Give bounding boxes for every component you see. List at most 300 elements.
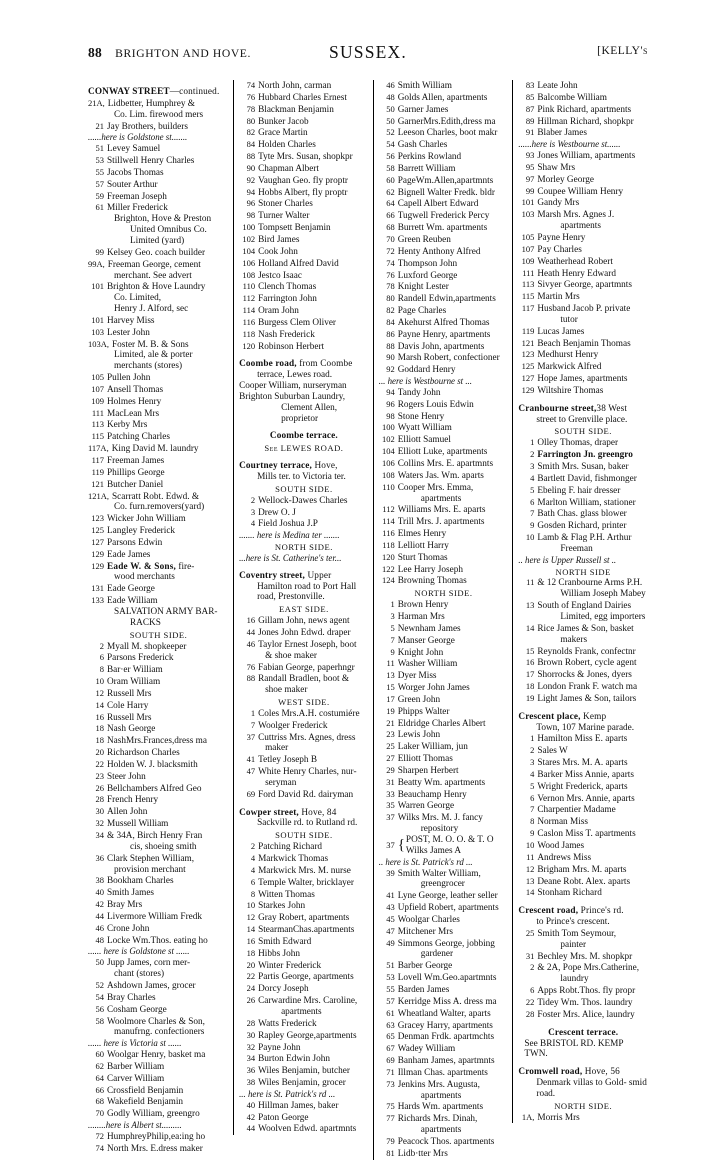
entry-number: 100	[381, 422, 395, 433]
list-item	[518, 174, 648, 186]
entry-name: Grace Martin	[258, 128, 308, 139]
list-item	[379, 694, 509, 706]
list-item	[239, 754, 369, 766]
entry-number: 14	[95, 699, 104, 710]
list-item	[239, 877, 369, 889]
list-item	[88, 372, 229, 384]
entry-number: 46	[95, 922, 104, 933]
list-item	[518, 816, 648, 828]
entry-number: 105	[91, 372, 104, 383]
entry-number: 123	[91, 513, 104, 524]
list-item	[379, 718, 509, 730]
entry-number: 40	[95, 887, 104, 898]
list-item	[239, 151, 369, 163]
list-item	[239, 936, 369, 948]
street-junction-note: ... here is Westbourne st ...	[378, 376, 472, 387]
entry-number: 80	[246, 115, 256, 126]
list-item	[88, 443, 229, 455]
list-item	[239, 198, 369, 210]
entry-name: Beach Benjamin Thomas	[537, 338, 631, 349]
street-heading-desc: —continued.	[169, 87, 220, 97]
entry-name: Bechley Mrs. M. shopkpr	[537, 951, 633, 962]
entry-name: Fabian George, paperhngr	[258, 662, 355, 673]
list-item	[88, 887, 229, 899]
entry-name: Clark Stephen William,	[107, 853, 195, 864]
street-junction-note: ...here is St. Catherine's ter...	[239, 552, 342, 563]
entry-name: Payne John	[258, 1042, 301, 1053]
list-item	[239, 708, 369, 720]
entry-name: Nash Frederick	[258, 329, 315, 340]
entry-name: Perkins Rowland	[397, 152, 462, 163]
list-item	[88, 121, 229, 133]
list-item-continuation: tutor	[560, 314, 578, 325]
list-item	[379, 234, 509, 246]
entry-number: 2	[250, 494, 256, 505]
entry-number: 90	[246, 162, 256, 173]
entry-name: Marsh Mrs. Agnes J.	[537, 210, 615, 221]
list-item	[239, 889, 369, 901]
entry-name: Burgess Clem Oliver	[258, 317, 337, 328]
entry-name: Phipps Walter	[397, 706, 450, 717]
entry-name: Olley Thomas, draper	[537, 438, 619, 449]
entry-name: Wilks Mrs. M. J. fancy	[397, 813, 483, 824]
list-item	[239, 662, 369, 674]
list-item-continuation: Brighton, Hove & Preston	[114, 214, 212, 225]
list-item	[518, 793, 648, 805]
entry-name: Washer William	[397, 659, 458, 670]
entry-number: 65	[386, 1031, 395, 1042]
entry-name: Smith Edward	[258, 936, 312, 947]
entry-number: 64	[95, 1072, 104, 1083]
entry-name: Taylor Ernest Joseph, boot	[258, 639, 357, 650]
entry-number: 101	[91, 314, 104, 325]
list-item	[518, 338, 648, 350]
entry-name: Balcombe William	[537, 92, 607, 103]
entry-number: 17	[525, 669, 535, 680]
entry-number: 77	[386, 1113, 395, 1124]
entry-number: 78	[386, 281, 395, 292]
entry-name: Caslon Miss T. apartments	[537, 829, 636, 840]
list-item	[379, 446, 509, 458]
list-item-continuation: chant (stores)	[114, 969, 165, 980]
entry-number: 28	[95, 794, 104, 805]
entry-number: 61	[95, 202, 104, 213]
list-item	[379, 504, 509, 516]
list-item	[239, 732, 369, 744]
entry-number: 62	[386, 186, 395, 197]
list-item	[379, 458, 509, 470]
list-item	[88, 923, 229, 935]
list-item	[518, 828, 648, 840]
list-item-continuation: greengrocer	[420, 879, 465, 890]
list-item	[88, 992, 229, 1004]
list-item-continuation: Limited, ale & porter	[114, 350, 193, 361]
list-item	[88, 155, 229, 167]
list-item	[379, 104, 509, 116]
list-item	[88, 652, 229, 664]
entry-name: Lamb & Flag P.H. Arthur	[537, 533, 632, 544]
entry-number: 1	[390, 599, 395, 610]
entry-name: Goddard Henry	[397, 365, 456, 376]
entry-number: 101	[521, 197, 535, 208]
list-item	[88, 1143, 229, 1155]
entry-name: Phillips George	[107, 467, 165, 478]
list-item	[379, 1055, 509, 1067]
list-item	[88, 179, 229, 191]
side-heading: NORTH SIDE	[555, 566, 611, 577]
entry-number: 15	[386, 682, 395, 693]
list-item	[379, 1020, 509, 1032]
list-item-continuation: seryman	[265, 777, 297, 788]
entry-number: 4	[250, 853, 256, 863]
entry-name: Upfield Robert, apartments	[397, 903, 499, 914]
entry-number: 121A,	[88, 490, 110, 501]
entry-name: Richards Mrs. Dinah,	[397, 1114, 478, 1125]
entry-name: Ashdown James, grocer	[107, 980, 196, 991]
running-head	[88, 44, 648, 70]
entry-name: White Henry Charles, nur-	[258, 767, 357, 778]
county-name: SUSSEX.	[329, 42, 407, 62]
list-item	[239, 222, 369, 234]
entry-name: Carwardine Mrs. Caroline,	[258, 996, 358, 1007]
list-item	[239, 80, 369, 92]
list-item	[518, 876, 648, 888]
entry-number: 38	[95, 875, 104, 886]
entry-name: Jestco Isaac	[258, 270, 302, 281]
entry-name: & 12 Cranbourne Arms P.H.	[537, 578, 643, 589]
list-item	[379, 1043, 509, 1055]
entry-name: NashMrs.Frances,dress ma	[107, 736, 207, 747]
entry-number: 87	[525, 103, 535, 114]
list-item	[379, 246, 509, 258]
side-heading: SOUTH SIDE.	[275, 830, 333, 841]
entry-name: Rapley George,apartments	[258, 1030, 357, 1041]
list-item	[518, 669, 648, 681]
entry-name: Parsons Edwin	[107, 537, 163, 548]
entry-name: StearmanChas.apartments	[258, 925, 355, 936]
entry-name: Illman Chas. apartments	[397, 1067, 488, 1078]
list-item	[88, 98, 229, 110]
entry-name: Harvey Miss	[107, 315, 155, 326]
entry-name: Witten Thomas	[258, 889, 315, 900]
entry-name: Blackman Benjamin	[258, 104, 334, 115]
entry-name: Livermore William Fredk	[107, 911, 203, 922]
list-item-continuation: Limited, egg importers	[560, 611, 646, 622]
entry-name: Markwick Thomas	[258, 854, 329, 864]
entry-number: 30	[246, 1029, 256, 1040]
entry-name: Robinson Herbert	[258, 341, 325, 352]
entry-name: Cole Harry	[107, 700, 149, 711]
list-item-continuation: apartments	[420, 493, 462, 504]
list-item	[239, 1053, 369, 1065]
entry-name: Lovell Wm.Geo.apartmnts	[397, 973, 497, 984]
cross-reference: See BRISTOL RD. KEMP TWN.	[524, 1038, 624, 1060]
list-item	[518, 279, 648, 291]
list-item	[518, 268, 648, 280]
entry-number: 118	[382, 539, 395, 550]
entry-name: Husband Jacob P. private	[537, 304, 631, 315]
list-item	[518, 244, 648, 256]
entry-name: Luxford George	[397, 270, 458, 281]
entry-name: Green Reuben	[397, 234, 451, 245]
list-item	[239, 104, 369, 116]
entry-number: 93	[525, 150, 535, 161]
entry-number: 72	[386, 245, 395, 256]
entry-name: Jay Brothers, builders	[107, 121, 188, 132]
list-item	[518, 852, 648, 864]
entry-number: 116	[242, 316, 256, 327]
entry-name: Ford David Rd. dairyman	[258, 789, 354, 800]
entry-number: 45	[386, 913, 395, 924]
entry-name: Hobbs Albert, fly proptr	[258, 187, 348, 198]
list-item	[518, 326, 648, 338]
list-item	[518, 385, 648, 397]
list-item-continuation: Co. Lim. firewood mers	[114, 109, 204, 120]
entry-number: 51	[95, 143, 104, 154]
list-item	[239, 789, 369, 801]
entry-name: Page Charles	[397, 306, 447, 317]
entry-name: Smith Mrs. Susan, baker	[537, 462, 629, 472]
entry-name: Gracey Harry, apartments	[397, 1020, 493, 1031]
list-item	[239, 995, 369, 1007]
entry-number: 16	[246, 615, 256, 626]
entry-name: Elliott Luke, apartments	[397, 447, 488, 458]
entry-name: Simmons George, jobbing	[397, 938, 495, 949]
list-item	[379, 198, 509, 210]
entry-number: 125	[91, 525, 104, 536]
list-item	[379, 599, 509, 611]
street-heading-name: Cowper street,	[239, 807, 299, 818]
entry-name: Peacock Thos. apartments	[397, 1136, 495, 1147]
list-item	[518, 373, 648, 385]
entry-number: 7	[530, 508, 535, 519]
cross-reference: See LEWES ROAD.	[264, 443, 344, 454]
entry-number: 109	[521, 255, 535, 266]
list-item	[379, 422, 509, 434]
entry-number: 13	[386, 670, 395, 681]
list-item	[239, 924, 369, 936]
list-item	[379, 293, 509, 305]
entry-number: 102	[242, 233, 256, 244]
entry-name: Beauchamp Henry	[397, 789, 467, 800]
entry-name: Hards Wm. apartments	[397, 1102, 484, 1113]
entry-name: Jones John Edwd. draper	[258, 627, 351, 638]
entry-number: 80	[386, 293, 395, 304]
entry-name: Crossfield Benjamin	[107, 1085, 184, 1096]
list-item	[518, 497, 648, 509]
list-item	[379, 926, 509, 938]
entry-number: 52	[95, 979, 104, 990]
list-item	[239, 865, 369, 877]
entry-name: Sales W	[537, 746, 568, 757]
list-item	[518, 127, 648, 139]
list-item	[379, 682, 509, 694]
entry-name: Andrews Miss	[537, 852, 592, 863]
entry-name: Freeman Joseph	[107, 191, 167, 202]
list-item	[379, 210, 509, 222]
street-heading-name: Coombe terrace.	[269, 431, 338, 442]
entry-name: Jupp James, corn mer-	[107, 958, 191, 969]
list-item	[379, 482, 509, 494]
entry-number: 17	[386, 693, 395, 704]
entry-number: 19	[525, 692, 535, 703]
entry-number: 117A,	[88, 443, 109, 454]
entry-number: 58	[386, 162, 395, 173]
street-heading-desc: Prince's rd.	[578, 906, 624, 917]
side-heading: NORTH SIDE.	[554, 1100, 613, 1111]
list-item	[239, 960, 369, 972]
street-heading-desc: Upper	[305, 570, 332, 581]
list-item	[518, 361, 648, 373]
entry-number: 69	[386, 1055, 395, 1066]
list-item	[88, 1131, 229, 1143]
entry-name: Clench Thomas	[258, 282, 317, 293]
list-item	[379, 575, 509, 587]
entry-name: Reynolds Frank, confectnr	[537, 646, 636, 657]
list-item: Brighton Suburban Laundry,	[239, 391, 346, 402]
entry-name: Newnham James	[397, 623, 461, 634]
entry-number: 35	[386, 800, 395, 811]
page-number: 88	[88, 45, 103, 60]
list-item	[88, 167, 229, 179]
entry-number: 106	[381, 458, 395, 468]
entry-number: 131	[91, 583, 104, 594]
list-item	[379, 1067, 509, 1079]
entry-number: 70	[95, 1108, 104, 1119]
list-item	[239, 116, 369, 128]
list-item-continuation: Co. Limited,	[114, 293, 162, 304]
list-item	[379, 399, 509, 411]
list-item	[88, 537, 229, 549]
entry-number: 113	[521, 279, 535, 290]
list-item	[379, 890, 509, 902]
list-item	[239, 317, 369, 329]
entry-number: 25	[386, 741, 395, 752]
entry-number: 48	[386, 91, 395, 102]
entry-name: Knight John	[397, 647, 444, 658]
entry-name: Coupee William Henry	[537, 186, 624, 197]
entry-number: 78	[246, 103, 256, 114]
entry-name: Patching Richard	[258, 842, 323, 853]
entry-number: 66	[95, 1084, 104, 1095]
entry-number: 2	[99, 640, 104, 651]
list-item	[379, 1008, 509, 1020]
entry-number: 18	[95, 735, 104, 746]
entry-number: 31	[525, 950, 535, 961]
street-heading-note: Hamilton road to Port Hall road, Prestonville.	[257, 581, 357, 603]
entry-name: Ebeling F. hair dresser	[537, 485, 621, 496]
list-item-continuation: manufrng. confectioners	[114, 1027, 205, 1038]
entry-number: 88	[246, 151, 256, 162]
list-item	[239, 270, 369, 282]
list-item	[518, 520, 648, 532]
entry-name: Bellchambers Alfred Geo	[107, 783, 202, 794]
entry-number: 5	[390, 622, 395, 633]
entry-number: 104	[381, 446, 395, 457]
entry-number: 119	[91, 466, 104, 477]
entry-number: 95	[525, 161, 535, 172]
list-item	[379, 972, 509, 984]
entry-name: Elmes Henry	[397, 529, 447, 540]
list-item	[518, 864, 648, 876]
entry-name: South of England Dairies	[537, 601, 632, 612]
entry-number: 127	[91, 536, 104, 547]
street-heading-note: terrace, Lewes road.	[257, 370, 333, 381]
entry-name: Leate John	[537, 81, 578, 91]
entry-number: 73	[386, 1078, 395, 1089]
entry-number: 37	[386, 840, 395, 851]
list-item	[239, 1112, 369, 1124]
entry-number: 50	[386, 103, 395, 114]
entry-number: 5	[530, 484, 535, 495]
street-heading	[518, 1028, 648, 1039]
entry-number: 63	[386, 1019, 395, 1030]
entry-name: Bunker Jacob	[258, 116, 309, 127]
list-item	[239, 639, 369, 651]
entry-name: Apps Robt.Thos. fly propr	[537, 986, 636, 997]
entry-name: Light James & Son, tailors	[537, 693, 637, 704]
entry-name: Martin Mrs	[537, 292, 580, 303]
entry-number: 6	[250, 876, 256, 887]
street-junction-note: ......here is Westbourne st......	[518, 139, 621, 150]
entry-number: 23	[386, 729, 395, 740]
entry-number: 34	[246, 1053, 256, 1064]
list-item	[88, 259, 229, 271]
entry-name: Woolgar Charles	[397, 914, 460, 925]
entry-name: Oram John	[258, 306, 299, 317]
list-item	[379, 1113, 509, 1125]
street-heading-note: Mills ter. to Victoria ter.	[257, 472, 346, 482]
list-item	[239, 139, 369, 151]
street-heading-desc: Hove, 56	[582, 1067, 620, 1078]
entry-number: 28	[246, 1017, 256, 1028]
list-item	[379, 1031, 509, 1043]
entry-number: 36	[95, 852, 104, 863]
entry-number: 49	[386, 937, 395, 948]
entry-name: Vernon Mrs. Annie, aparts	[537, 793, 635, 804]
list-item	[379, 789, 509, 801]
list-item	[379, 729, 509, 741]
entry-name: Shaw Mrs	[537, 162, 576, 173]
street-heading-name: Crescent terrace.	[548, 1027, 619, 1038]
list-item	[88, 561, 229, 573]
entry-name	[406, 835, 494, 857]
list-item	[88, 830, 229, 842]
entry-number: 18	[246, 947, 256, 958]
entry-number: 12	[525, 863, 535, 874]
entry-number: 94	[386, 386, 395, 397]
entry-name: Sturt Thomas	[397, 552, 448, 563]
list-item	[379, 741, 509, 753]
entry-number: 9	[530, 828, 535, 839]
list-item	[379, 470, 509, 482]
entry-number: 71	[386, 1066, 395, 1077]
entry-number: 81	[386, 1147, 395, 1158]
entry-number: 115	[521, 291, 535, 302]
list-item-continuation: apartments	[281, 1006, 322, 1017]
entry-name: Holden Charles	[258, 140, 316, 151]
street-heading-name: Cromwell road,	[518, 1067, 583, 1078]
side-heading: SOUTH SIDE.	[275, 483, 333, 494]
entry-name: North Mrs. E.dress maker	[107, 1143, 203, 1154]
entry-number: 10	[525, 532, 535, 543]
entry-name: Jones William, apartments	[537, 151, 636, 162]
entry-number: 76	[246, 661, 256, 672]
entry-name: Eade William	[107, 596, 158, 607]
column-3	[373, 80, 513, 1160]
entry-name: Shorrocks & Jones, dyers	[537, 670, 632, 681]
list-item-continuation: & shoe maker	[265, 650, 317, 661]
